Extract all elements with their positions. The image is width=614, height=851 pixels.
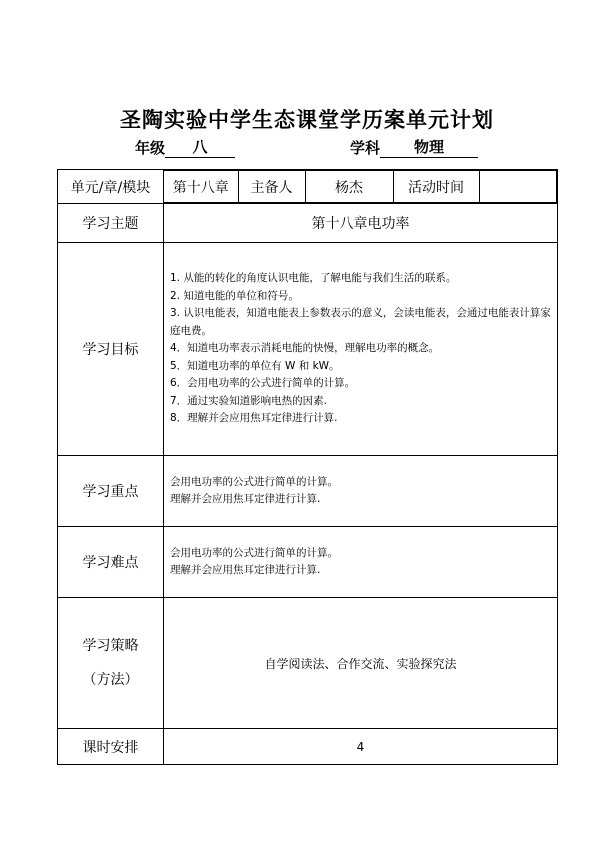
goal-item: 1. 从能的转化的角度认识电能，了解电能与我们生活的联系。 — [170, 272, 457, 285]
preparer-value: 杨杰 — [305, 171, 393, 203]
key-points-label: 学习重点 — [58, 456, 164, 527]
activity-time-label: 活动时间 — [393, 171, 479, 203]
key-points-list — [164, 456, 558, 527]
hours-value: 4 — [164, 729, 558, 765]
strategy-value: 自学阅读法、合作交流、实验探究法 — [164, 598, 558, 729]
goal-item: 2. 知道电能的单位和符号。 — [170, 289, 299, 302]
goals-row — [58, 243, 558, 456]
subject-field — [350, 137, 478, 158]
key-point-item: 理解并会应用焦耳定律进行计算. — [170, 493, 321, 505]
difficulty-item: 理解并会应用焦耳定律进行计算. — [170, 564, 321, 576]
preparer-label: 主备人 — [238, 171, 305, 203]
difficulties-label: 学习难点 — [58, 527, 164, 598]
key-points-row — [58, 456, 558, 527]
goals-list — [164, 243, 558, 456]
goals-label: 学习目标 — [58, 243, 164, 456]
header-row — [58, 170, 558, 204]
difficulties-list — [164, 527, 558, 598]
subject-value: 物理 — [380, 138, 478, 158]
unit-value: 第十八章 — [164, 171, 238, 203]
hours-row — [58, 729, 558, 765]
grade-label: 年级 — [135, 139, 166, 157]
goal-item: 7．通过实验知道影响电热的因素. — [170, 394, 328, 407]
activity-time-value — [479, 171, 557, 203]
strategy-label-line2: （方法） — [82, 672, 139, 688]
hours-label: 课时安排 — [58, 729, 164, 765]
subject-label: 学科 — [350, 139, 381, 157]
goal-item: 8．理解并会应用焦耳定律进行计算. — [170, 412, 338, 425]
strategy-label — [58, 598, 164, 729]
unit-label: 单元/章/模块 — [58, 170, 164, 204]
grade-field — [135, 137, 235, 158]
goal-item: 5．知道电功率的单位有 W 和 kW。 — [170, 359, 340, 372]
page-title: 圣陶实验中学生态课堂学历案单元计划 — [120, 107, 494, 132]
topic-value: 第十八章电功率 — [164, 204, 558, 243]
header-cells — [164, 170, 558, 204]
key-point-item: 会用电功率的公式进行简单的计算。 — [170, 475, 338, 488]
difficulties-row — [58, 527, 558, 598]
goal-item: 4．知道电功率表示消耗电能的快慢，理解电功率的概念。 — [170, 342, 440, 355]
strategy-row — [58, 598, 558, 729]
topic-row — [58, 204, 558, 243]
goal-item: 3. 认识电能表，知道电能表上参数表示的意义，会读电能表，会通过电能表计算家庭电费。 — [170, 307, 551, 337]
strategy-label-line1: 学习策略 — [82, 638, 139, 654]
unit-plan-table — [57, 169, 558, 765]
difficulty-item: 会用电功率的公式进行简单的计算。 — [170, 546, 338, 559]
grade-value: 八 — [165, 138, 235, 158]
topic-label: 学习主题 — [58, 204, 164, 243]
goal-item: 6．会用电功率的公式进行简单的计算。 — [170, 377, 356, 390]
